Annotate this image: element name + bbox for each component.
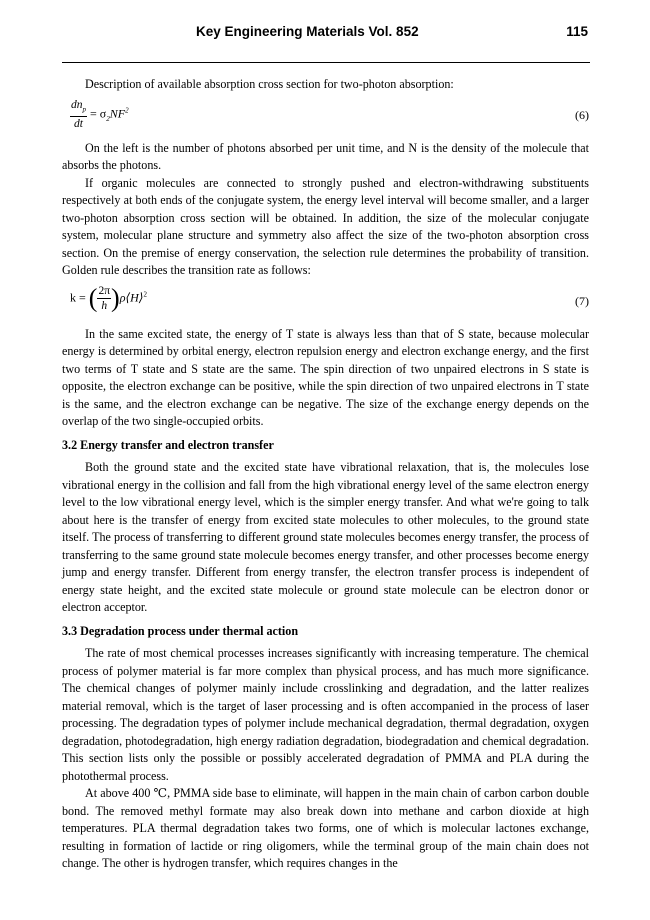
equation-7-number: (7) [575,293,589,308]
paragraph-1: On the left is the number of photons absorbed per unit time, and N is the density of the molecule that absorbs the photons. [62,140,589,172]
equation-6 [62,98,589,136]
page-number: 115 [566,24,588,39]
paragraph-6: At above 400 ℃, PMMA side base to eliminate, will happen in the main chain of carbon carbon double bond. The removed methyl formate may also break down into methane and carbon dioxide at high temperatures. PLA thermal degradation takes two forms, one of which is molecular lactones exchange, resulting in formation of lactide or ring oligomers, while the terminal group of the main chain does not change. The other is hydrogen transfer, which requires changes in the [62,786,589,870]
eq6-rhs-tail: NF [109,105,126,120]
eq7-denominator: h [101,299,108,312]
equation-7-expression [70,284,147,313]
paragraph-2: If organic molecules are connected to strongly pushed and electron-withdrawing substituents respectively at both ends of the conjugate system, the energy level interval will become smaller, and a larger two-photon absorption cross section will be obtained. In addition, the size of the molecular conjugate system, molecular plane structure and symmetry also affect the size of the two-photon absorption cross section. On the premise of energy conservation, the selection rule determines the probability of transition. Golden rule describes the transition rate as follows: [62,175,589,277]
equation-6-expression [70,98,129,131]
eq6-rhs: = σ [90,105,107,120]
eq7-tail: ρ⟨H⟩ [119,289,144,304]
eq7-left-paren: ( [88,283,98,312]
section-heading-3-3: 3.3 Degradation process under thermal action [62,623,299,638]
eq7-right-paren: ) [111,283,120,312]
page-header [62,24,588,42]
intro-line: Description of available absorption cross section for two-photon absorption: [85,77,454,91]
equation-6-number: (6) [575,107,589,122]
eq6-fraction [70,98,87,131]
paragraph-5: The rate of most chemical processes increases significantly with increasing temperature. The chemical process of polymer material is far more complex than physical process, and has much more significance. The chemical changes of polymer mainly include crosslinking and degradation, and the latter realizes material removal, which is the target of laser processing and is often accompanied in the process of laser processing. The degradation types of polymer include mechanical degradation, thermal degradation, oxygen degradation, photodegradation, high energy radiation degradation, biodegradation and chemical degradation. This section lists only the possible or possibly accelerated degradation of PMMA and PLA during the photothermal process. [62,646,589,783]
eq6-rhs-sup: 2 [125,105,129,114]
header-rule [62,62,590,63]
equation-7 [62,284,589,322]
eq7-numerator: 2π [98,284,111,297]
eq7-fraction [97,284,111,313]
eq6-denominator: dt [74,117,83,130]
eq6-numerator: $dn_p$ [70,98,87,117]
section-heading-3-2: 3.2 Energy transfer and electron transfer [62,437,274,452]
page-body [62,76,589,873]
paragraph-4: Both the ground state and the excited state have vibrational relaxation, that is, the molecules lose vibrational energy in the collision and fall from the high vibrational energy level of the same electron energy level to the low vibrational energy level, which is the simpler energy transfer. And what we're going to talk about here is the transfer of energy from excited state molecules to other molecules, to the ground state itself. The process of transferring to different ground state molecules becomes energy transfer, the process of transferring to the same ground state molecule becomes energy transfer, and other processes become energy jump and energy transfer. Different from energy transfer, the electron transfer process is independent of energy state height, and the excited state molecule or ground state molecule can be electron donor or electron acceptor. [62,460,589,614]
paragraph-3: In the same excited state, the energy of T state is always less than that of S state, because molecular energy is determined by orbital energy, electron repulsion energy and electron exchange energy, and the first two terms of T state and S state are the same. The spin direction of two unpaired electrons in S state is opposite, the electron exchange can be positive, while the spin direction of two unpaired electrons in T state is the same, and the electron exchange can be negative. The size of the exchange energy depends on the overlap of the two single-occupied orbits. [62,326,589,428]
eq6-rhs-sub: 2 [106,114,110,123]
eq7-lhs: k = [70,289,86,304]
eq7-sup: 2 [143,289,147,298]
journal-title: Key Engineering Materials Vol. 852 [196,24,419,39]
